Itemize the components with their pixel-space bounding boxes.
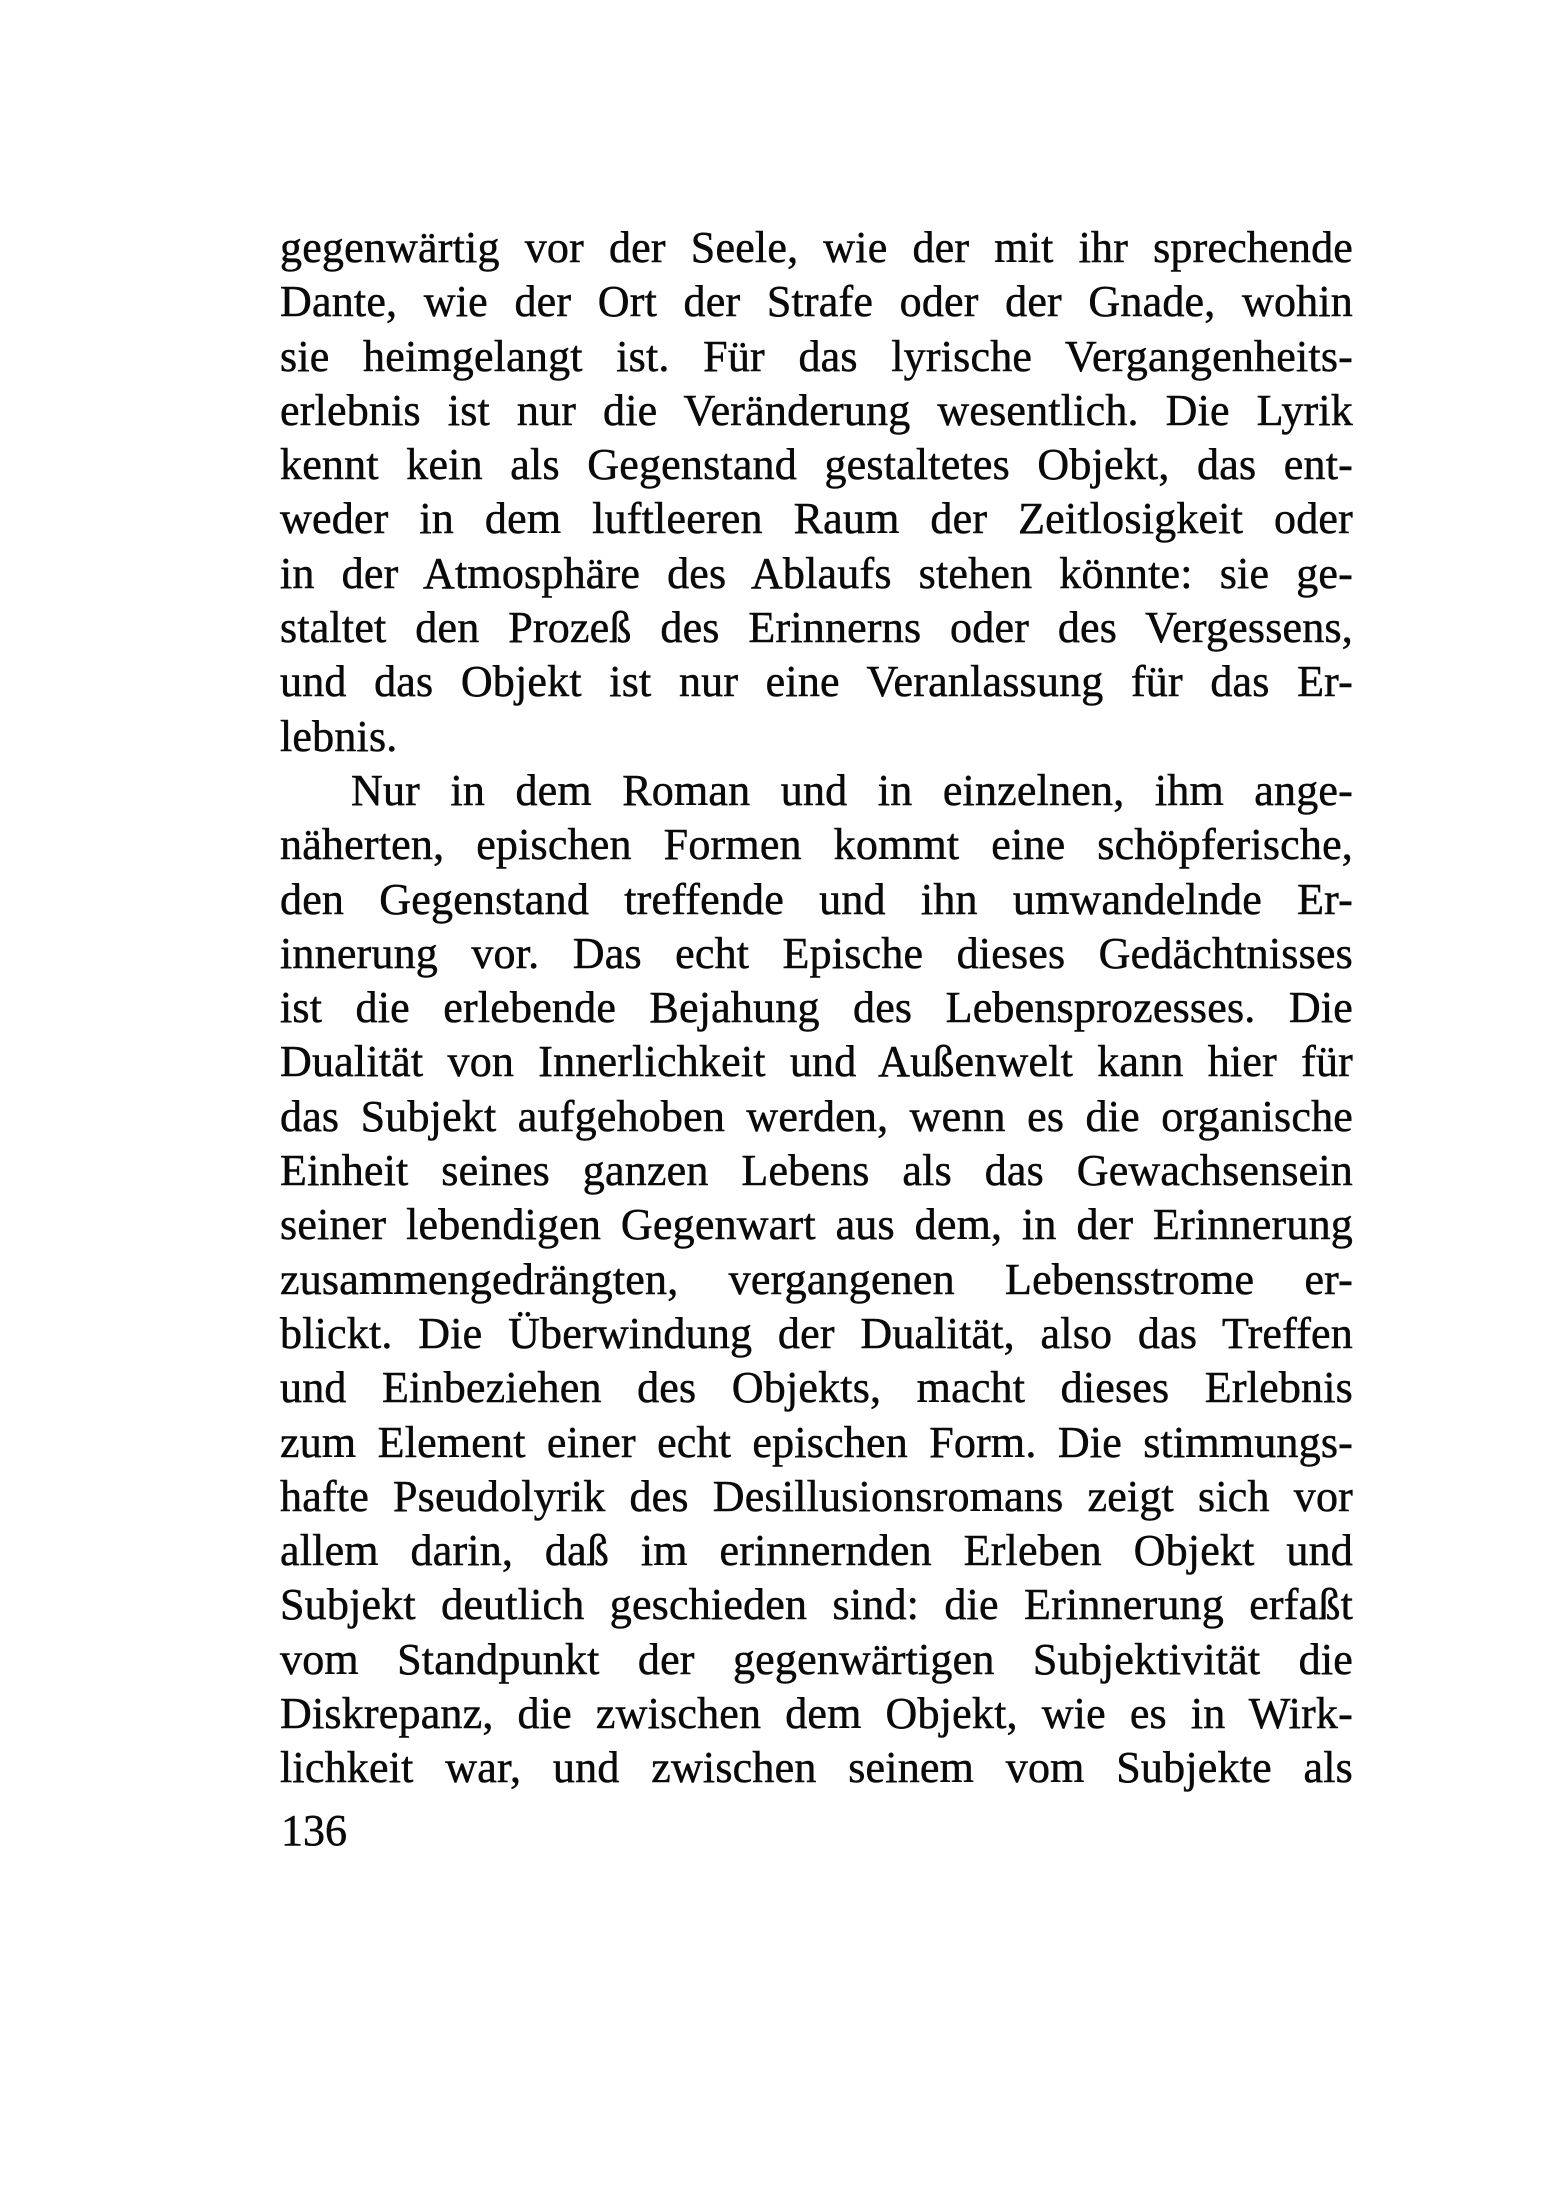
text-line: Subjekt deutlich geschieden sind: die Erinnerung erfaßt (280, 1580, 1353, 1630)
text-line: Dualität von Innerlichkeit und Außenwelt kann hier für (280, 1037, 1353, 1087)
text-line: sie heimgelangt ist. Für das lyrische Vergangenheits- (280, 331, 1353, 381)
text-line: innerung vor. Das echt Epische dieses Gedächtnisses (280, 928, 1353, 978)
text-line: erlebnis ist nur die Veränderung wesentlich. Die Lyrik (280, 385, 1353, 435)
text-line: den Gegenstand treffende und ihn umwandelnde Er- (280, 874, 1353, 924)
text-line: kennt kein als Gegenstand gestaltetes Objekt, das ent- (280, 440, 1353, 490)
text-line: näherten, epischen Formen kommt eine schöpferische, (280, 820, 1353, 870)
text-line: blickt. Die Überwindung der Dualität, also das Treffen (280, 1308, 1353, 1358)
text-line: ist die erlebende Bejahung des Lebensprozesses. Die (280, 983, 1353, 1033)
text-line: allem darin, daß im erinnernden Erleben Objekt und (280, 1526, 1353, 1576)
paragraph (280, 764, 1353, 1796)
text-line: Diskrepanz, die zwischen dem Objekt, wie es in Wirk- (280, 1689, 1353, 1739)
paragraph (280, 221, 1353, 764)
text-line: in der Atmosphäre des Ablaufs stehen könnte: sie ge- (280, 548, 1353, 598)
text-line: seiner lebendigen Gegenwart aus dem, in der Erinnerung (280, 1200, 1353, 1250)
text-line: Dante, wie der Ort der Strafe oder der Gnade, wohin (280, 277, 1353, 327)
text-line: hafte Pseudolyrik des Desillusionsromans zeigt sich vor (280, 1471, 1353, 1521)
page-number: 136 (281, 1806, 347, 1855)
text-line: weder in dem luftleeren Raum der Zeitlosigkeit oder (280, 494, 1353, 544)
text-line: lebnis. (280, 711, 398, 761)
text-line: zusammengedrängten, vergangenen Lebensstrome er- (280, 1254, 1353, 1304)
text-line: zum Element einer echt epischen Form. Die stimmungs- (280, 1417, 1353, 1467)
text-line: staltet den Prozeß des Erinnerns oder des Vergessens, (280, 603, 1353, 653)
body-text (280, 221, 1353, 1796)
text-line: das Subjekt aufgehoben werden, wenn es die organische (280, 1091, 1353, 1141)
text-line: Einheit seines ganzen Lebens als das Gewachsensein (280, 1146, 1353, 1196)
text-line: vom Standpunkt der gegenwärtigen Subjektivität die (280, 1634, 1353, 1684)
text-line: Nur in dem Roman und in einzelnen, ihm ange- (351, 765, 1353, 815)
text-line: und Einbeziehen des Objekts, macht dieses Erlebnis (280, 1363, 1353, 1413)
text-line: lichkeit war, und zwischen seinem vom Subjekte als (280, 1743, 1353, 1793)
text-line: und das Objekt ist nur eine Veranlassung für das Er- (280, 657, 1353, 707)
text-line: gegenwärtig vor der Seele, wie der mit ihr sprechende (280, 223, 1353, 272)
